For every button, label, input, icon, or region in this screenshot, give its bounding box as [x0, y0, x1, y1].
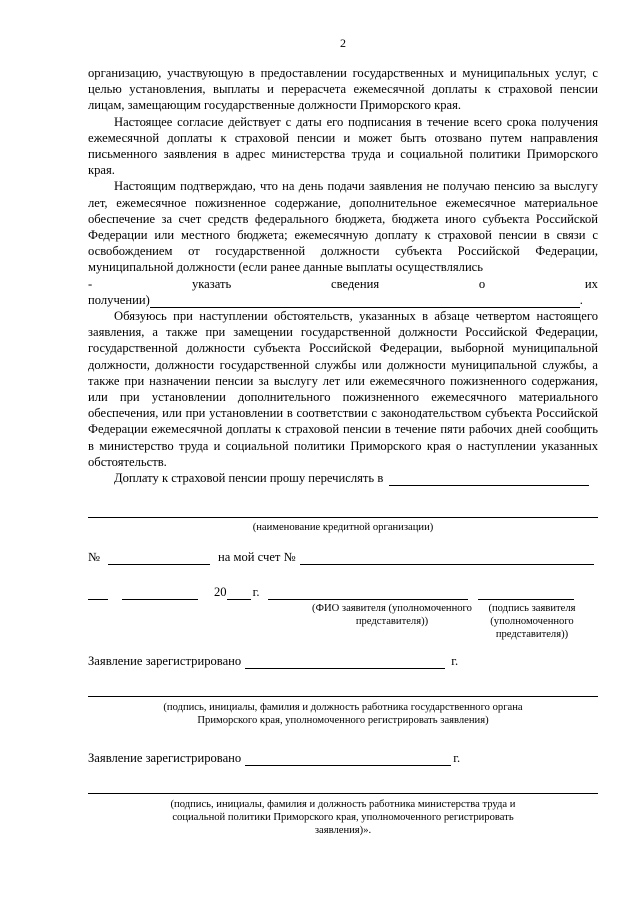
- registration-label-2: Заявление зарегистрировано: [88, 751, 242, 766]
- registration-line-1[interactable]: [88, 695, 598, 697]
- registration-field-2a[interactable]: [245, 753, 395, 766]
- word-indicate: указать: [191, 276, 232, 291]
- date-row: [88, 585, 598, 600]
- account-row: [88, 550, 598, 565]
- bank-caption: (наименование кредитной организации): [252, 522, 434, 534]
- paragraph-4: Обязуюсь при наступлении обстоятельств, указанных в абзаце четвертом настоящего заявления, а также при замещении государственной должности Российской Федерации, государственной должности субъекта Российской Федерации, выборной муниципальной должности, должности государственной службы или должности муниципальной службы, а также при назначении пенсии за выслугу лет или ежемесячного пожизненного содержания, или при установлении дополнительного пожизненного ежемесячного материального обеспечения, или при установлении в соответствии с законодательством субъекта Российской Федерации ежемесячной доплаты к страховой пенсии в течение пяти рабочих дней сообщить в министерство труда и социальной политики Приморского края о наступлении указанных обстоятельств.: [88, 309, 598, 469]
- registration-row-1: [88, 654, 598, 669]
- bank-name-field[interactable]: [389, 473, 589, 486]
- registration-field-2b[interactable]: [395, 753, 451, 766]
- word-info: сведения: [330, 276, 380, 291]
- account-label: на мой счет №: [218, 550, 296, 565]
- document-page: [88, 36, 598, 837]
- date-captions: [88, 600, 598, 640]
- year-prefix: 20: [214, 585, 227, 600]
- sign-caption: (подпись заявителя (уполномоченного представителя)): [488, 603, 576, 641]
- word-their: их: [584, 276, 598, 291]
- registration-caption-2: (подпись, инициалы, фамилия и должность работника министерства труда и социальной политики Приморского края, уполномоченного регистрировать заявления)».: [170, 799, 516, 837]
- paragraph-3-text: Настоящим подтверждаю, что на день подачи заявления не получаю пенсию за выслугу лет, ежемесячное пожизненное содержание, дополнительное ежемесячное материальное обеспечение за счет средств федерального бюджета, бюджета иного субъекта Российской Федерации или местного бюджета; ежемесячную доплату к страховой пенсии в связи с освобождением от государственной должности субъекта Российской Федерации, муниципальной должности (если ранее данные выплаты осуществлялись: [88, 179, 598, 275]
- fio-caption: (ФИО заявителя (уполномоченного представителя)): [312, 603, 472, 628]
- day-field[interactable]: [88, 587, 108, 600]
- paragraph-3-end: [88, 292, 598, 308]
- registration-field-1a[interactable]: [245, 656, 395, 669]
- registration-row-2: [88, 751, 598, 766]
- year-suffix: г.: [252, 585, 260, 600]
- registration-caption-1: (подпись, инициалы, фамилия и должность работника государственного органа Приморского края, уполномоченного регистрировать заявления): [163, 702, 523, 727]
- account-field[interactable]: [300, 552, 594, 565]
- registration-field-1b[interactable]: [395, 656, 445, 669]
- fio-field[interactable]: [268, 587, 468, 600]
- number-field[interactable]: [108, 552, 210, 565]
- bank-line[interactable]: [88, 516, 598, 518]
- paragraph-5: [88, 470, 598, 486]
- paragraph-2: Настоящее согласие действует с даты его подписания в течение всего срока получения ежемесячной доплаты к страховой пенсии и может быть отозвано путем направления письменного заявления в адрес министерства труда и социальной политики Приморского края.: [88, 114, 598, 178]
- word-receipt: получении): [88, 292, 150, 307]
- number-sign: №: [88, 550, 101, 565]
- receipt-info-field[interactable]: [150, 295, 580, 308]
- period-text: .: [579, 292, 583, 307]
- paragraph-1: организацию, участвующую в предоставлении государственных и муниципальных услуг, с целью установления, выплаты и перерасчета ежемесячной доплаты к страховой пенсии лицам, замещающим государственные должности Приморского края.: [88, 66, 598, 113]
- registration-line-2[interactable]: [88, 792, 598, 794]
- dash-text: -: [88, 276, 93, 291]
- page-number: 2: [340, 36, 346, 50]
- sign-field[interactable]: [478, 587, 574, 600]
- year-field[interactable]: [227, 587, 251, 600]
- paragraph-3: [88, 178, 598, 275]
- month-field[interactable]: [122, 587, 198, 600]
- registration-label-1: Заявление зарегистрировано: [88, 654, 242, 669]
- registration-year-1: г.: [451, 654, 459, 669]
- document-body: [88, 65, 598, 486]
- transfer-text: Доплату к страховой пенсии прошу перечислять в: [114, 471, 384, 486]
- paragraph-3-line: [88, 276, 598, 292]
- word-about: о: [478, 276, 486, 291]
- registration-year-2: г.: [453, 751, 461, 766]
